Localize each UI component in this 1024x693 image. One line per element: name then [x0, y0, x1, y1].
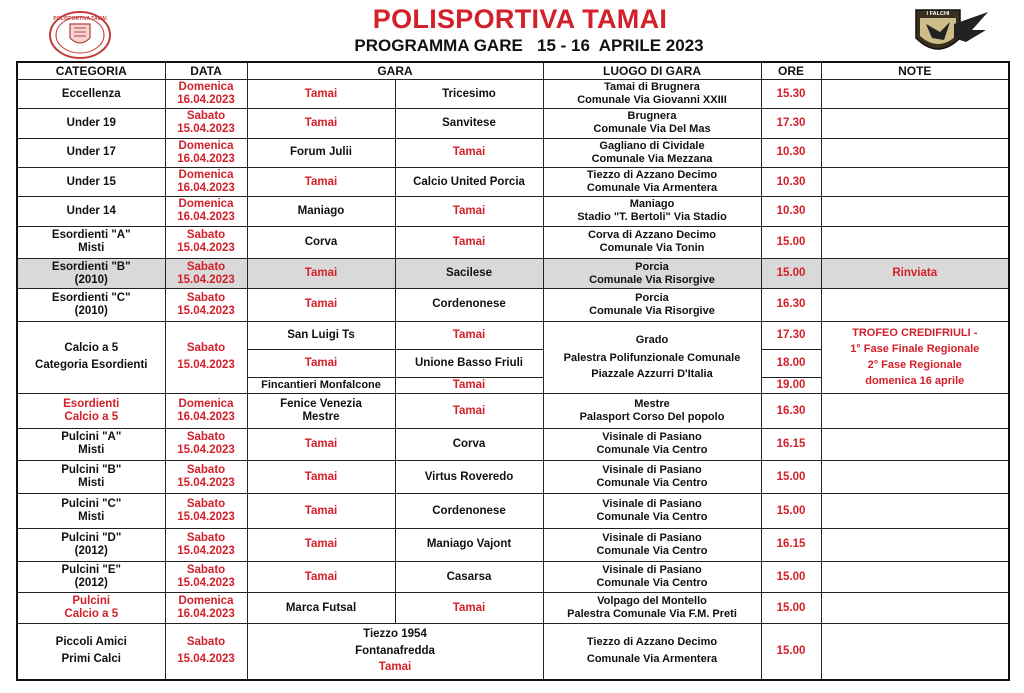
time-cell: 10.30: [761, 197, 821, 226]
date-cell: Sabato 15.04.2023: [165, 528, 247, 561]
col-header-note: NOTE: [821, 62, 1009, 80]
venue-cell: Visinale di Pasiano Comunale Via Centro: [543, 428, 761, 460]
category-cell: Under 19: [17, 109, 165, 138]
away-team-cell: Tamai: [395, 138, 543, 167]
venue-cell: Volpago del Montello Palestra Comunale Via F.M. Preti: [543, 593, 761, 623]
note-cell: [821, 461, 1009, 494]
home-team-cell: Tamai: [247, 167, 395, 196]
category-cell: Pulcini "B" Misti: [17, 461, 165, 494]
venue-cell: Maniago Stadio "T. Bertoli" Via Stadio: [543, 197, 761, 226]
away-team-cell: Corva: [395, 428, 543, 460]
away-team-cell: Calcio United Porcia: [395, 167, 543, 196]
time-cell: 10.30: [761, 167, 821, 196]
category-cell: Pulcini "C" Misti: [17, 494, 165, 528]
venue-cell: Corva di Azzano Decimo Comunale Via Tonin: [543, 226, 761, 258]
note-cell: [821, 562, 1009, 593]
time-cell: 15.00: [761, 226, 821, 258]
date-cell: Sabato 15.04.2023: [165, 428, 247, 460]
time-cell: 19.00: [761, 378, 821, 394]
time-cell: 15.00: [761, 623, 821, 680]
time-cell: 15.00: [761, 461, 821, 494]
table-row: [17, 80, 1009, 109]
away-team-cell: Tamai: [395, 378, 543, 394]
table-row: [17, 321, 1009, 349]
page-title: POLISPORTIVA TAMAI: [372, 4, 668, 34]
table-header-row: [17, 62, 1009, 80]
venue-cell: Visinale di Pasiano Comunale Via Centro: [543, 494, 761, 528]
col-header-data: DATA: [165, 62, 247, 80]
venue-cell: Brugnera Comunale Via Del Mas: [543, 109, 761, 138]
date-cell: Sabato 15.04.2023: [165, 494, 247, 528]
venue-cell: Tiezzo di Azzano Decimo Comunale Via Armentera: [543, 623, 761, 680]
note-cell: [821, 623, 1009, 680]
date-cell: Domenica 16.04.2023: [165, 167, 247, 196]
table-row: [17, 289, 1009, 321]
home-team-cell: Tamai: [247, 109, 395, 138]
away-team-cell: Cordenonese: [395, 494, 543, 528]
venue-cell: Mestre Palasport Corso Del popolo: [543, 394, 761, 428]
note-cell: [821, 109, 1009, 138]
logo-right-text: I FALCHI: [926, 11, 950, 17]
date-cell: Sabato 15.04.2023: [165, 258, 247, 288]
home-team-cell: Marca Futsal: [247, 593, 395, 623]
home-team-cell: Tamai: [247, 428, 395, 460]
time-cell: 15.00: [761, 562, 821, 593]
home-team-cell: San Luigi Ts: [247, 321, 395, 349]
date-cell: Domenica 16.04.2023: [165, 138, 247, 167]
col-header-ore: ORE: [761, 62, 821, 80]
home-team-cell: Tamai: [247, 289, 395, 321]
note-cell: [821, 80, 1009, 109]
table-row: [17, 226, 1009, 258]
category-cell: Pulcini Calcio a 5: [17, 593, 165, 623]
away-team-cell: Cordenonese: [395, 289, 543, 321]
away-team-cell: Maniago Vajont: [395, 528, 543, 561]
date-cell: Domenica 16.04.2023: [165, 80, 247, 109]
col-header-gara: GARA: [247, 62, 543, 80]
category-cell: Under 14: [17, 197, 165, 226]
category-cell: Piccoli Amici Primi Calci: [17, 623, 165, 680]
home-team-cell: Tamai: [247, 349, 395, 377]
home-team-cell: Maniago: [247, 197, 395, 226]
note-cell: [821, 428, 1009, 460]
col-header-categoria: CATEGORIA: [17, 62, 165, 80]
away-team-cell: Unione Basso Friuli: [395, 349, 543, 377]
home-team-cell: Tamai: [247, 528, 395, 561]
home-team-cell: Fenice Venezia Mestre: [247, 394, 395, 428]
note-cell: [821, 528, 1009, 561]
note-cell: Rinviata: [821, 258, 1009, 288]
category-cell: Esordienti Calcio a 5: [17, 394, 165, 428]
date-cell: Sabato 15.04.2023: [165, 289, 247, 321]
table-row: [17, 623, 1009, 680]
time-cell: 16.30: [761, 289, 821, 321]
date-cell: Sabato 15.04.2023: [165, 623, 247, 680]
home-team-cell: Tamai: [247, 80, 395, 109]
category-cell: Esordienti "C" (2010): [17, 289, 165, 321]
match-schedule-table: [16, 61, 1010, 681]
away-team-cell: Tricesimo: [395, 80, 543, 109]
away-team-cell: Tamai: [395, 394, 543, 428]
page-header: [0, 0, 1024, 62]
table-row: [17, 494, 1009, 528]
home-team-cell: Fincantieri Monfalcone: [247, 378, 395, 394]
home-team-cell: Tamai: [247, 494, 395, 528]
note-cell: [821, 394, 1009, 428]
note-cell: [821, 197, 1009, 226]
venue-cell: Visinale di Pasiano Comunale Via Centro: [543, 528, 761, 561]
category-cell: Under 15: [17, 167, 165, 196]
category-cell: Esordienti "B" (2010): [17, 258, 165, 288]
time-cell: 15.30: [761, 80, 821, 109]
note-cell: [821, 494, 1009, 528]
away-team-cell: Tamai: [395, 321, 543, 349]
category-cell: Pulcini "E" (2012): [17, 562, 165, 593]
table-row: [17, 528, 1009, 561]
away-team-cell: Tamai: [395, 593, 543, 623]
date-cell: Domenica 16.04.2023: [165, 394, 247, 428]
category-cell: Pulcini "D" (2012): [17, 528, 165, 561]
venue-cell: Visinale di Pasiano Comunale Via Centro: [543, 562, 761, 593]
table-row: [17, 562, 1009, 593]
table-row: [17, 461, 1009, 494]
home-team-cell: Tamai: [247, 258, 395, 288]
note-cell: [821, 593, 1009, 623]
time-cell: 15.00: [761, 494, 821, 528]
table-row: [17, 428, 1009, 460]
venue-cell: Tamai di Brugnera Comunale Via Giovanni XXIII: [543, 80, 761, 109]
i-falchi-logo: [910, 4, 990, 60]
category-cell: Pulcini "A" Misti: [17, 428, 165, 460]
time-cell: 18.00: [761, 349, 821, 377]
category-cell: Under 17: [17, 138, 165, 167]
home-team-cell: Tamai: [247, 562, 395, 593]
time-cell: 15.00: [761, 258, 821, 288]
table-row: [17, 167, 1009, 196]
category-cell: Eccellenza: [17, 80, 165, 109]
venue-cell: Porcia Comunale Via Risorgive: [543, 289, 761, 321]
note-cell: TROFEO CREDIFRIULI - 1° Fase Finale Regionale 2° Fase Regionale domenica 16 aprile: [821, 321, 1009, 394]
home-team-cell: Forum Julii: [247, 138, 395, 167]
venue-cell: Tiezzo di Azzano Decimo Comunale Via Armentera: [543, 167, 761, 196]
date-cell: Domenica 16.04.2023: [165, 593, 247, 623]
date-cell: Sabato 15.04.2023: [165, 562, 247, 593]
table-row: [17, 109, 1009, 138]
logo-left-text: POLISPORTIVA TAMAI: [53, 16, 107, 22]
date-cell: Sabato 15.04.2023: [165, 321, 247, 394]
page-subtitle: PROGRAMMA GARE 15 - 16 APRILE 2023: [354, 36, 704, 55]
venue-cell: Visinale di Pasiano Comunale Via Centro: [543, 461, 761, 494]
time-cell: 17.30: [761, 321, 821, 349]
away-team-cell: Tamai: [395, 197, 543, 226]
teams-cell: Tiezzo 1954 Fontanafredda Tamai: [247, 623, 543, 680]
category-cell: Calcio a 5 Categoria Esordienti: [17, 321, 165, 394]
time-cell: 16.30: [761, 394, 821, 428]
category-cell: Esordienti "A" Misti: [17, 226, 165, 258]
date-cell: Sabato 15.04.2023: [165, 109, 247, 138]
time-cell: 17.30: [761, 109, 821, 138]
time-cell: 16.15: [761, 428, 821, 460]
table-row: [17, 197, 1009, 226]
table-row: [17, 593, 1009, 623]
date-cell: Sabato 15.04.2023: [165, 226, 247, 258]
table-row: [17, 258, 1009, 288]
date-cell: Sabato 15.04.2023: [165, 461, 247, 494]
time-cell: 15.00: [761, 593, 821, 623]
home-team-cell: Tamai: [247, 461, 395, 494]
venue-cell: Grado Palestra Polifunzionale Comunale Piazzale Azzurri D'Italia: [543, 321, 761, 394]
away-team-cell: Sacilese: [395, 258, 543, 288]
away-team-cell: Casarsa: [395, 562, 543, 593]
table-row: [17, 138, 1009, 167]
away-team-cell: Sanvitese: [395, 109, 543, 138]
time-cell: 16.15: [761, 528, 821, 561]
venue-cell: Gagliano di Cividale Comunale Via Mezzana: [543, 138, 761, 167]
note-cell: [821, 289, 1009, 321]
time-cell: 10.30: [761, 138, 821, 167]
away-team-cell: Tamai: [395, 226, 543, 258]
venue-cell: Porcia Comunale Via Risorgive: [543, 258, 761, 288]
note-cell: [821, 138, 1009, 167]
away-team-cell: Virtus Roveredo: [395, 461, 543, 494]
note-cell: [821, 226, 1009, 258]
date-cell: Domenica 16.04.2023: [165, 197, 247, 226]
note-cell: [821, 167, 1009, 196]
col-header-luogo: LUOGO DI GARA: [543, 62, 761, 80]
home-team-cell: Corva: [247, 226, 395, 258]
table-row: [17, 394, 1009, 428]
